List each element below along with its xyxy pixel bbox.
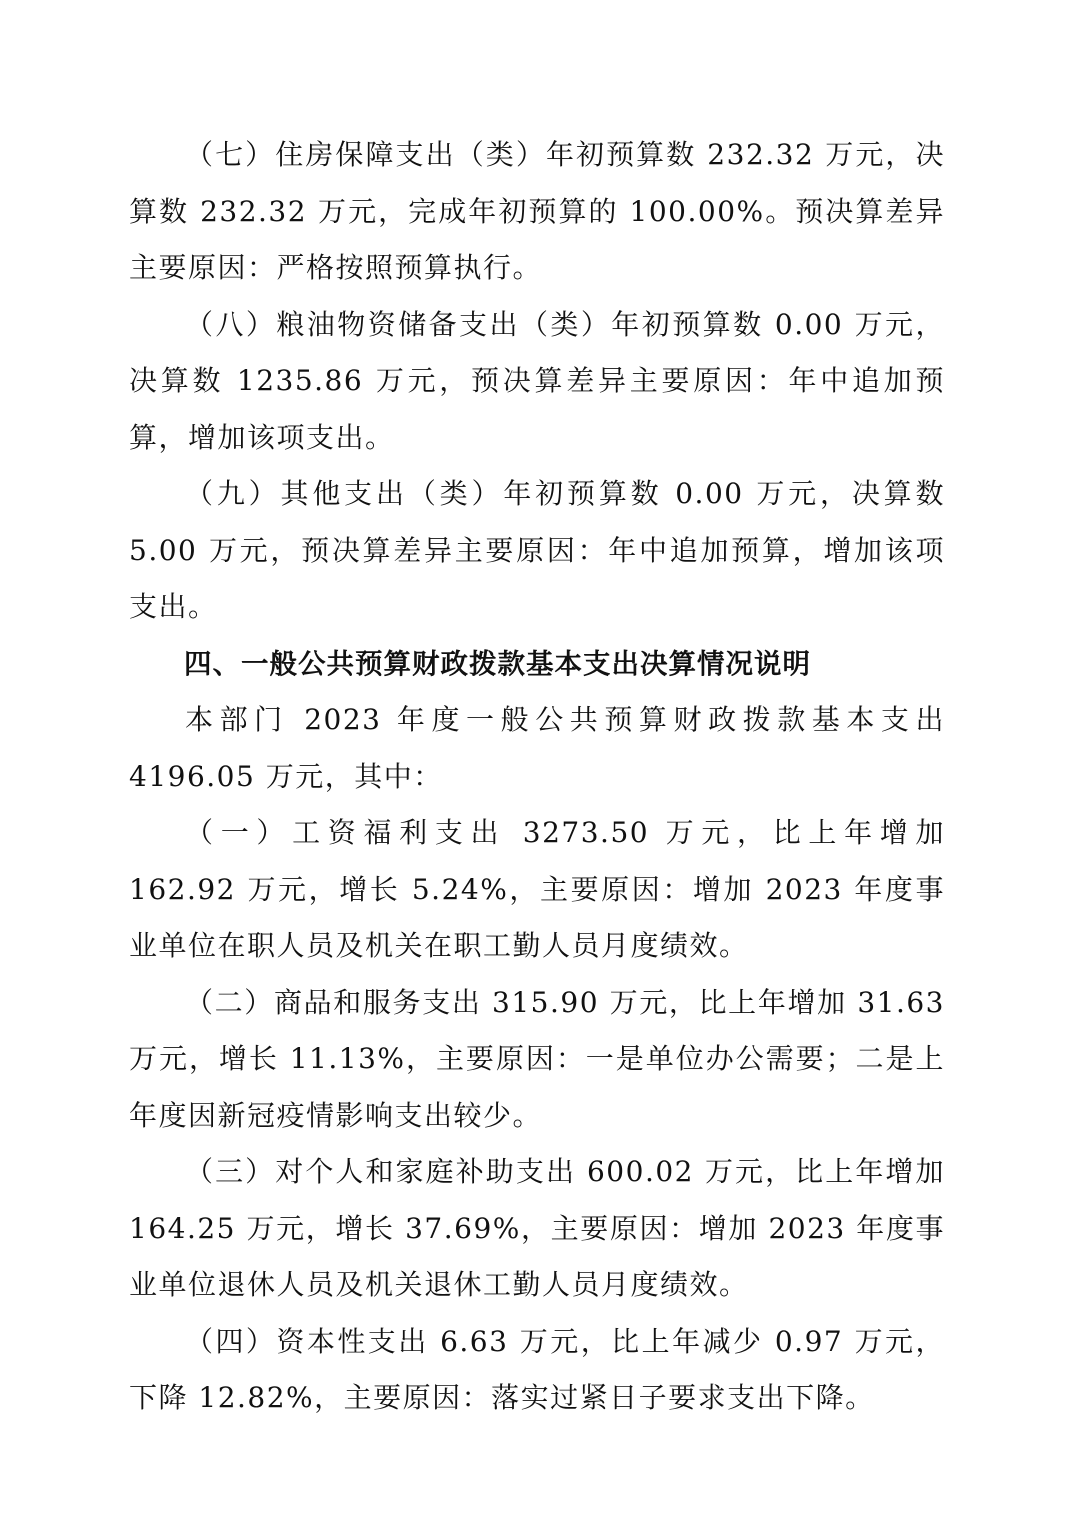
section-heading: 四、一般公共预算财政拨款基本支出决算情况说明 [184,647,811,680]
paragraph-other-expenditure: （九）其他支出（类）年初预算数 0.00 万元，决算数 5.00 万元，预决算差异主要原因：年中追加预算，增加该项支出。 [129,477,945,623]
document-body [129,127,945,1427]
paragraph-grain-oil-reserve: （八）粮油物资储备支出（类）年初预算数 0.00 万元，决算数 1235.86 万元，预决算差异主要原因：年中追加预算，增加该项支出。 [129,307,945,454]
paragraph-wages-welfare: （一）工资福利支出 3273.50 万元，比上年增加 162.92 万元，增长 5.24%，主要原因：增加 2023 年度事业单位在职人员及机关在职工勤人员月度绩效。 [129,816,945,962]
paragraph-goods-services: （二）商品和服务支出 315.90 万元，比上年增加 31.63 万元，增长 11.13%，主要原因：一是单位办公需要；二是上年度因新冠疫情影响支出较少。 [129,985,945,1132]
paragraph-housing-security: （七）住房保障支出（类）年初预算数 232.32 万元，决算数 232.32 万元，完成年初预算的 100.00%。预决算差异主要原因：严格按照预算执行。 [129,138,945,284]
paragraph-basic-expenditure-total: 本部门 2023 年度一般公共预算财政拨款基本支出 4196.05 万元，其中： [129,703,945,793]
paragraph-personal-household-subsidy: （三）对个人和家庭补助支出 600.02 万元，比上年增加 164.25 万元，增长 37.69%，主要原因：增加 2023 年度事业单位退休人员及机关退休工勤人员月度绩效。 [129,1155,945,1301]
paragraph-capital-expenditure: （四）资本性支出 6.63 万元，比上年减少 0.97 万元，下降 12.82%，主要原因：落实过紧日子要求支出下降。 [129,1324,945,1414]
